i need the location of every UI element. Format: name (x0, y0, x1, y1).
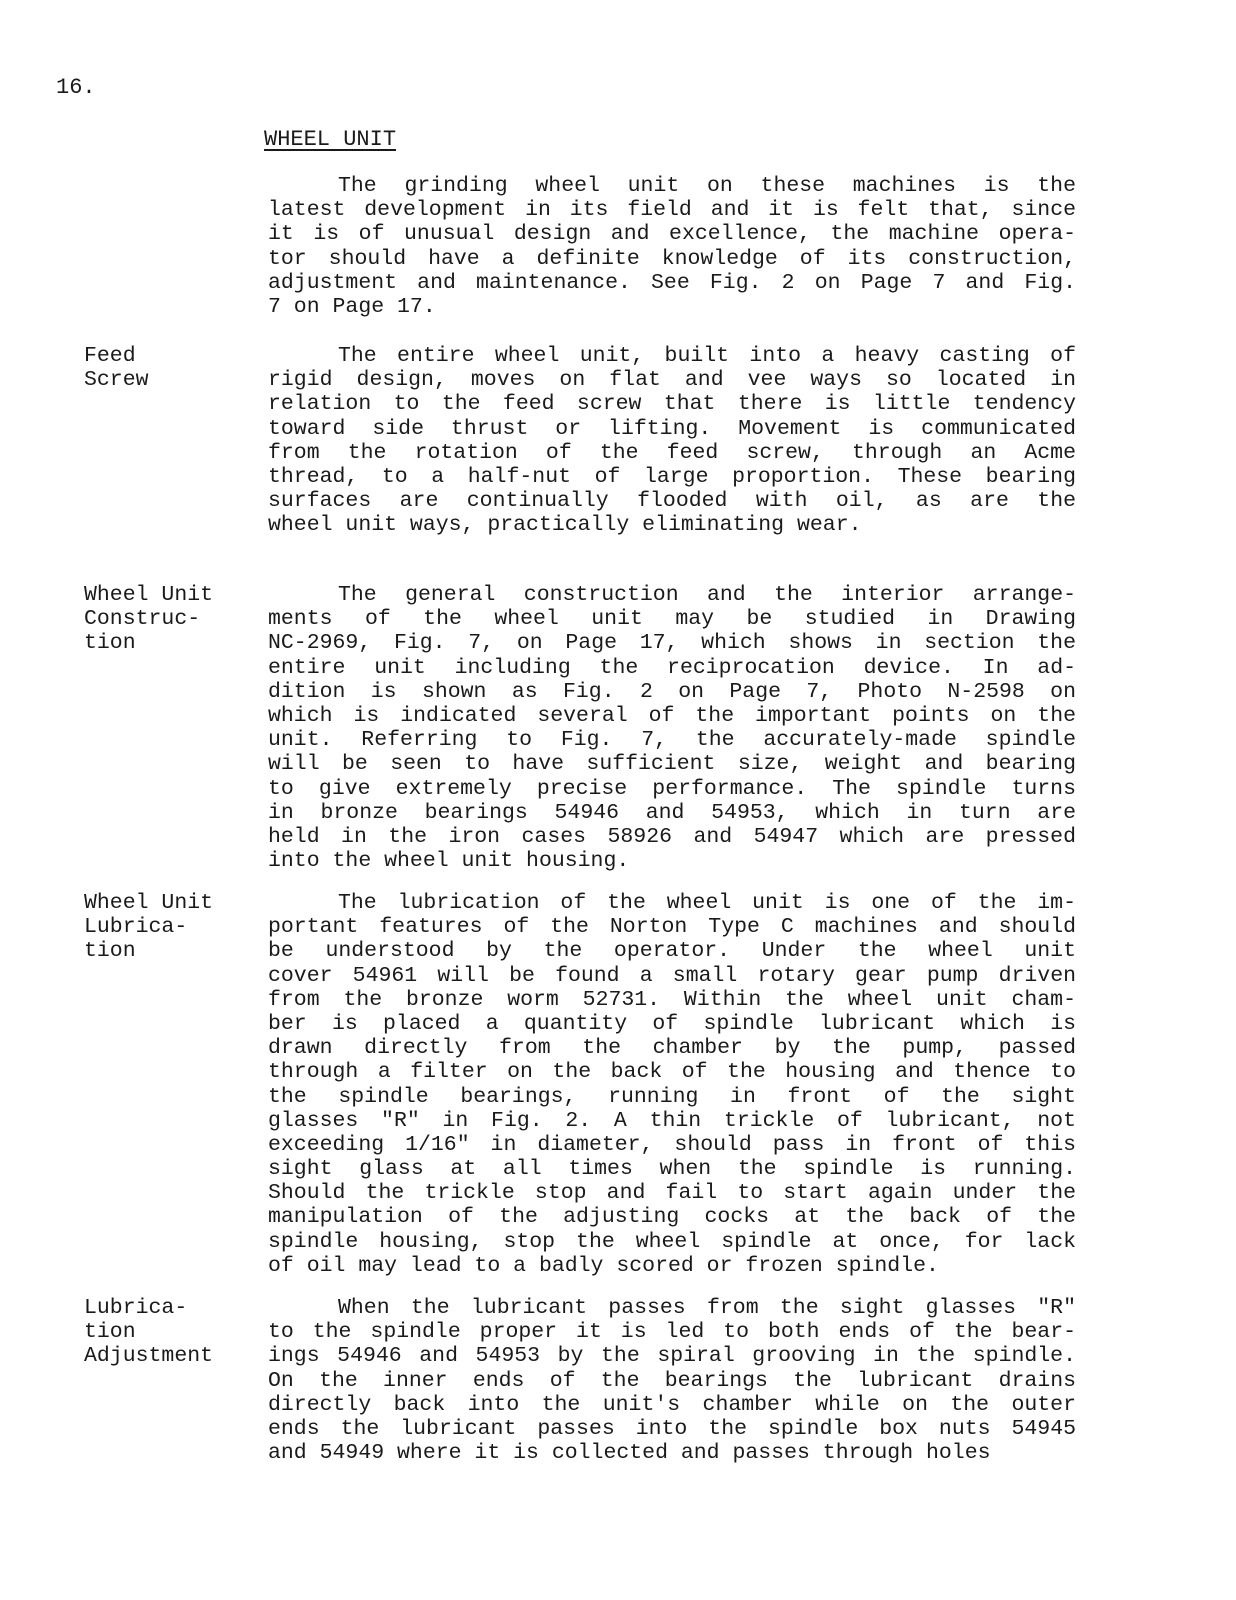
section-heading: WHEEL UNIT (264, 127, 397, 152)
text-line: be understood by the operator. Under the wheel unit (268, 939, 1076, 964)
text-line: ings 54946 and 54953 by the spiral grooving in the spindle. (268, 1344, 1076, 1369)
text-line: ber is placed a quantity of spindle lubricant which is (268, 1011, 1076, 1036)
text-line: The general construction and the interior arrange- (338, 583, 1076, 607)
margin-label-line: Wheel Unit (84, 891, 214, 915)
margin-label-line: Screw (84, 368, 149, 393)
text-line: ends the lubricant passes into the spindle box nuts 54945 (268, 1416, 1076, 1441)
text-line: from the rotation of the feed screw, through an Acme (268, 440, 1076, 465)
text-line: spindle housing, stop the wheel spindle at once, for lack (268, 1229, 1076, 1254)
text-line: surfaces are continually flooded with oil, as are the (268, 489, 1076, 514)
text-line: rigid design, moves on flat and vee ways so located in (268, 368, 1076, 393)
text-line: Should the trickle stop and fail to start again under the (268, 1181, 1076, 1206)
text-line: into the wheel unit housing. (268, 849, 630, 874)
text-line: The grinding wheel unit on these machines is the (338, 174, 1076, 198)
text-line: thread, to a half-nut of large proportion. These bearing (268, 464, 1076, 489)
text-line: the spindle bearings, running in front of the sight (268, 1084, 1076, 1109)
margin-label (84, 344, 254, 392)
text-line: 7 on Page 17. (268, 294, 436, 319)
text-line: tor should have a definite knowledge of its construction, (268, 246, 1076, 271)
text-line: The entire wheel unit, built into a heavy casting of (338, 344, 1076, 368)
margin-label-line: tion (84, 631, 136, 656)
paragraph (268, 174, 1076, 319)
text-line: manipulation of the adjusting cocks at the back of the (268, 1205, 1076, 1230)
text-line: held in the iron cases 58926 and 54947 which are pressed (268, 824, 1076, 849)
text-line: entire unit including the reciprocation device. In ad- (268, 655, 1076, 680)
text-line: from the bronze worm 52731. Within the wheel unit cham- (268, 987, 1076, 1012)
page-number: 16. (56, 75, 96, 100)
text-line: to the spindle proper it is led to both ends of the bear- (268, 1320, 1076, 1345)
text-line: sight glass at all times when the spindle is running. (268, 1157, 1076, 1182)
text-line: through a filter on the back of the housing and thence to (268, 1060, 1076, 1085)
margin-label-line: Construc- (84, 607, 201, 632)
text-line: in bronze bearings 54946 and 54953, which in turn are (268, 800, 1076, 825)
margin-label-line: Feed (84, 344, 136, 368)
text-line: adjustment and maintenance. See Fig. 2 on Page 7 and Fig. (268, 270, 1076, 295)
text-line: glasses "R" in Fig. 2. A thin trickle of lubricant, not (268, 1108, 1076, 1133)
text-line: toward side thrust or lifting. Movement is communicated (268, 416, 1076, 441)
text-line: directly back into the unit's chamber while on the outer (268, 1392, 1076, 1417)
margin-label-line: Wheel Unit (84, 583, 214, 607)
text-line: drawn directly from the chamber by the pump, passed (268, 1036, 1076, 1061)
text-line: wheel unit ways, practically eliminating wear. (268, 513, 862, 538)
margin-label (84, 891, 254, 964)
text-line: latest development in its field and it is felt that, since (268, 198, 1076, 223)
margin-label-line: tion (84, 939, 136, 964)
margin-label-line: Adjustment (84, 1344, 214, 1369)
margin-label-line: Lubrica- (84, 915, 188, 940)
text-line: dition is shown as Fig. 2 on Page 7, Photo N-2598 on (268, 679, 1076, 704)
text-line: cover 54961 will be found a small rotary gear pump driven (268, 963, 1076, 988)
text-line: When the lubricant passes from the sight glasses "R" (338, 1296, 1076, 1320)
text-line: it is of unusual design and excellence, the machine opera- (268, 222, 1076, 247)
text-line: relation to the feed screw that there is little tendency (268, 392, 1076, 417)
text-line: NC-2969, Fig. 7, on Page 17, which shows in section the (268, 631, 1076, 656)
text-line: unit. Referring to Fig. 7, the accurately-made spindle (268, 728, 1076, 753)
paragraph (268, 1296, 1076, 1465)
paragraph (268, 344, 1076, 538)
paragraph (268, 583, 1076, 873)
text-line: and 54949 where it is collected and passes through holes (268, 1441, 991, 1466)
text-line: portant features of the Norton Type C machines and should (268, 915, 1076, 940)
text-line: ments of the wheel unit may be studied in Drawing (268, 607, 1076, 632)
text-line: The lubrication of the wheel unit is one of the im- (338, 891, 1076, 915)
margin-label (84, 1296, 254, 1369)
margin-label-line: Lubrica- (84, 1296, 188, 1320)
text-line: which is indicated several of the important points on the (268, 703, 1076, 728)
text-line: exceeding 1/16" in diameter, should pass in front of this (268, 1132, 1076, 1157)
text-line: of oil may lead to a badly scored or frozen spindle. (268, 1253, 939, 1278)
paragraph (268, 891, 1076, 1278)
text-line: will be seen to have sufficient size, weight and bearing (268, 752, 1076, 777)
text-line: to give extremely precise performance. The spindle turns (268, 776, 1076, 801)
text-line: On the inner ends of the bearings the lubricant drains (268, 1368, 1076, 1393)
margin-label-line: tion (84, 1320, 136, 1345)
margin-label (84, 583, 254, 656)
